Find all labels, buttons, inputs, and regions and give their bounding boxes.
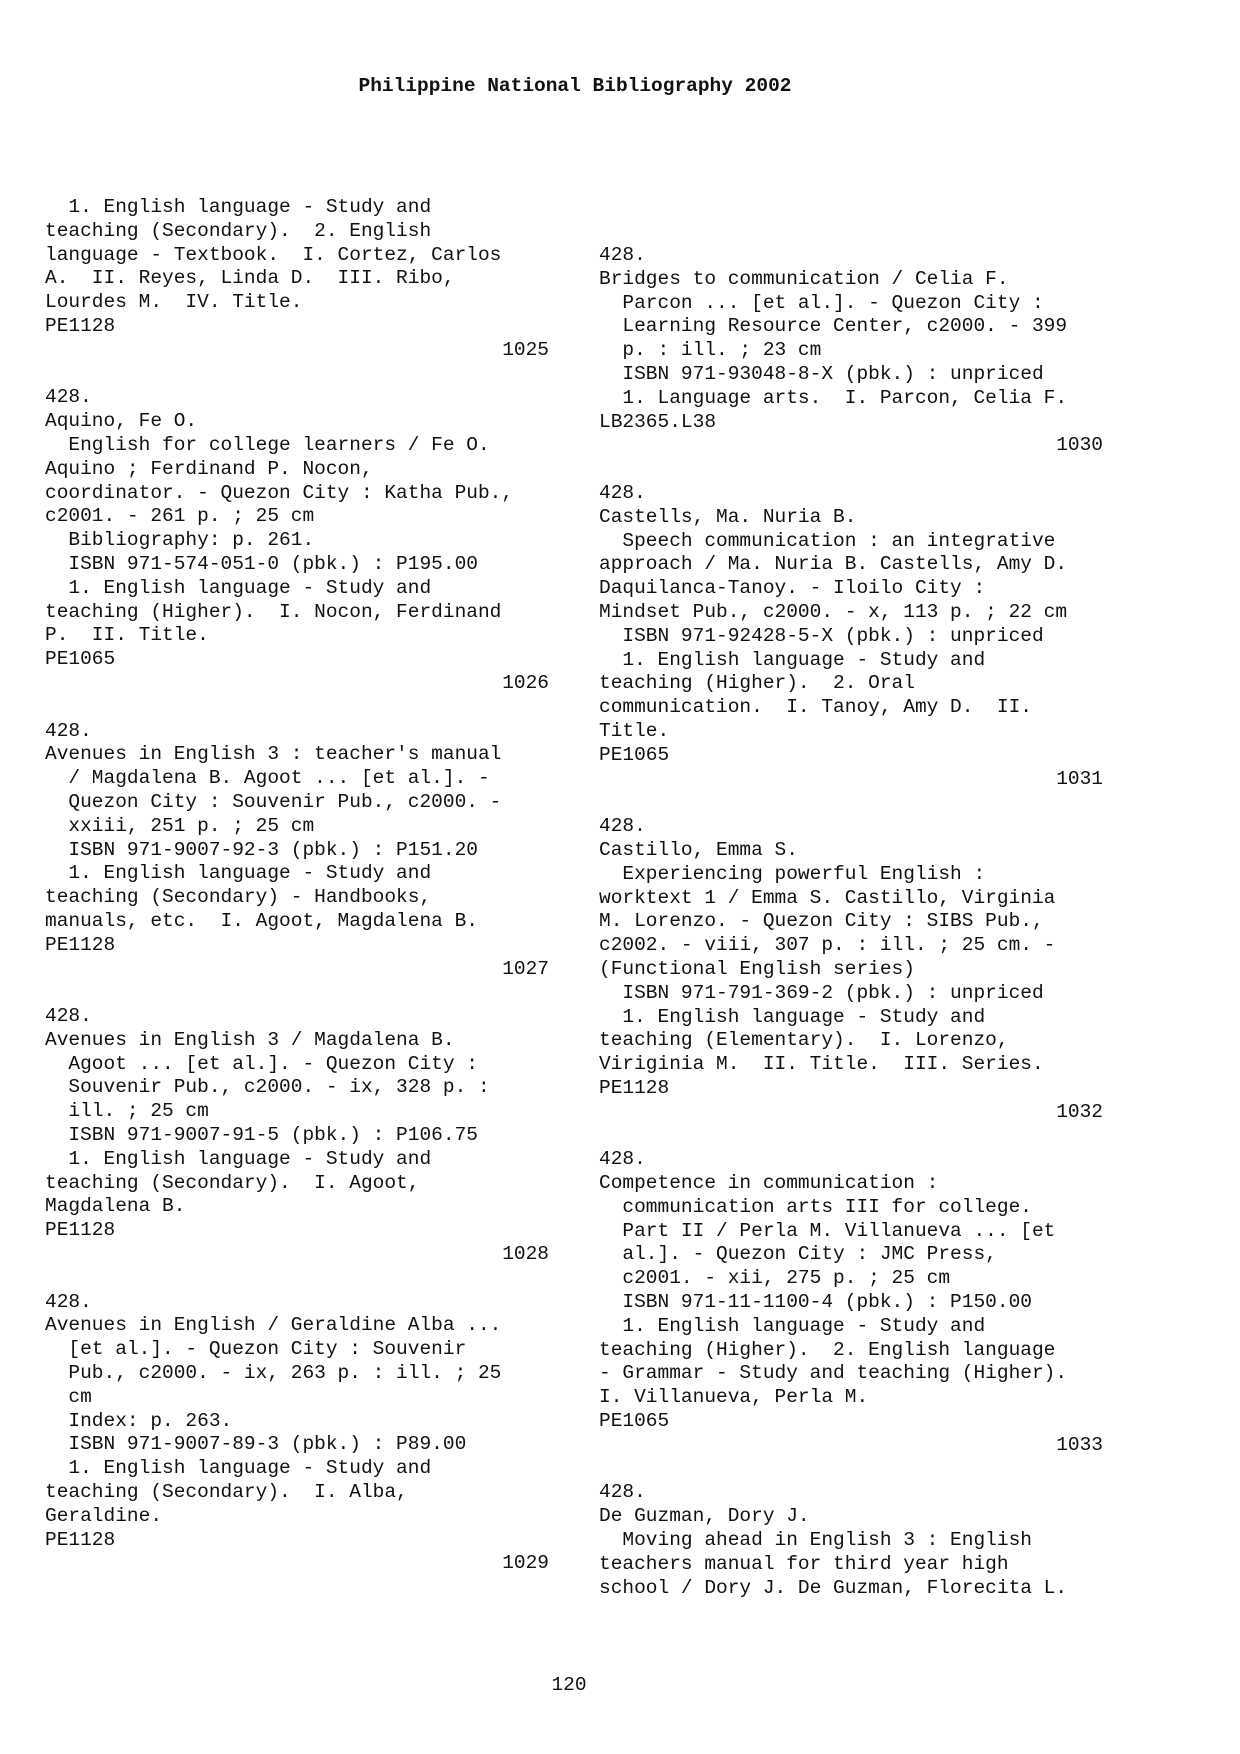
entry-line: approach / Ma. Nuria B. Castells, Amy D. [599, 553, 1068, 576]
entry-number: 1026 [502, 671, 549, 694]
entry-line: (Functional English series) [599, 957, 915, 980]
entry-line: 1. English language - Study and [45, 1457, 432, 1480]
entry-line: worktext 1 / Emma S. Castillo, Virginia [599, 886, 1056, 909]
entry-line: 1. English language - Study and [599, 1314, 986, 1337]
entry-line: Daquilanca-Tanoy. - Iloilo City : [599, 577, 986, 600]
entry-line: Castillo, Emma S. [599, 838, 798, 861]
entry-line: Title. [599, 719, 670, 742]
entry-line: Parcon ... [et al.]. - Quezon City : [599, 291, 1044, 314]
entry-line: Agoot ... [et al.]. - Quezon City : [45, 1052, 478, 1075]
blank-line [45, 363, 555, 387]
blank-line [45, 1267, 555, 1291]
entry-line: English for college learners / Fe O. [45, 433, 490, 456]
entry-line: p. : ill. ; 23 cm [599, 339, 822, 362]
entry-line: 1. English language - Study and [599, 648, 986, 671]
entry-line: teaching (Higher). I. Nocon, Ferdinand [45, 600, 502, 623]
entry-line: xxiii, 251 p. ; 25 cm [45, 814, 315, 837]
entry-line: coordinator. - Quezon City : Katha Pub., [45, 481, 514, 504]
blank-line [599, 791, 1109, 815]
entry-line: language - Textbook. I. Cortez, Carlos [45, 243, 502, 266]
right-column [599, 244, 1109, 1600]
entry-line: Avenues in English / Geraldine Alba ... [45, 1314, 502, 1337]
entry-line: 428. [599, 481, 646, 504]
entry-line: 428. [45, 719, 92, 742]
entry-line: cm [45, 1385, 92, 1408]
entry-line: Castells, Ma. Nuria B. [599, 505, 857, 528]
entry-line: Bridges to communication / Celia F. [599, 267, 1009, 290]
entry-line: P. II. Title. [45, 624, 209, 647]
entry-line: Mindset Pub., c2000. - x, 113 p. ; 22 cm [599, 600, 1068, 623]
entry-number: 1027 [502, 957, 549, 980]
entry-line: teaching (Higher). 2. English language [599, 1338, 1056, 1361]
entry-line: manuals, etc. I. Agoot, Magdalena B. [45, 909, 478, 932]
entry-line: c2001. - 261 p. ; 25 cm [45, 505, 315, 528]
entry-line: 1. English language - Study and [599, 1005, 986, 1028]
blank-line [599, 458, 1109, 482]
entry-line: ISBN 971-791-369-2 (pbk.) : unpriced [599, 981, 1044, 1004]
entry-line: 428. [45, 386, 92, 409]
entry-line: teaching (Higher). 2. Oral [599, 672, 915, 695]
entry-line: ISBN 971-92428-5-X (pbk.) : unpriced [599, 624, 1044, 647]
entry-line: Aquino ; Ferdinand P. Nocon, [45, 457, 373, 480]
entry-line: Aquino, Fe O. [45, 410, 198, 433]
entry-line: Pub., c2000. - ix, 263 p. : ill. ; 25 [45, 1362, 502, 1385]
entry-line: teaching (Secondary). I. Agoot, [45, 1171, 420, 1194]
entry-line: PE1065 [599, 743, 670, 766]
entry-line: 1. English language - Study and [45, 196, 432, 218]
entry-line: 428. [599, 244, 646, 266]
entry-line: PE1128 [45, 1219, 116, 1242]
entry-line: 1. English language - Study and [45, 1147, 432, 1170]
entry-line: M. Lorenzo. - Quezon City : SIBS Pub., [599, 910, 1044, 933]
entry-line: teaching (Secondary). 2. English [45, 219, 432, 242]
entry-line: 428. [45, 1290, 92, 1313]
entry-line: ISBN 971-574-051-0 (pbk.) : P195.00 [45, 552, 478, 575]
entry-line: communication. I. Tanoy, Amy D. II. [599, 696, 1032, 719]
blank-line [599, 1458, 1109, 1482]
entry-line: ISBN 971-9007-92-3 (pbk.) : P151.20 [45, 838, 478, 861]
entry-line: Quezon City : Souvenir Pub., c2000. - [45, 790, 502, 813]
entry-line: Moving ahead in English 3 : English [599, 1529, 1032, 1552]
entry-line: 1. Language arts. I. Parcon, Celia F. [599, 386, 1068, 409]
entry-line: Experiencing powerful English : [599, 862, 986, 885]
entry-line: teaching (Elementary). I. Lorenzo, [599, 1029, 1009, 1052]
left-column [45, 196, 555, 1576]
entry-line: Speech communication : an integrative [599, 529, 1056, 552]
entry-line: A. II. Reyes, Linda D. III. Ribo, [45, 267, 455, 290]
entry-line: al.]. - Quezon City : JMC Press, [599, 1243, 997, 1266]
entry-line: Index: p. 263. [45, 1409, 233, 1432]
entry-line: Magdalena B. [45, 1195, 186, 1218]
entry-line: Avenues in English 3 : teacher's manual [45, 743, 502, 766]
entry-line: Lourdes M. IV. Title. [45, 291, 303, 314]
entry-line: PE1128 [45, 933, 116, 956]
entry-line: 428. [599, 815, 646, 838]
entry-line: school / Dory J. De Guzman, Florecita L. [599, 1576, 1068, 1599]
entry-line: teaching (Secondary) - Handbooks, [45, 886, 432, 909]
entry-line: teaching (Secondary). I. Alba, [45, 1481, 408, 1504]
entry-line: Souvenir Pub., c2000. - ix, 328 p. : [45, 1076, 490, 1099]
entry-line: I. Villanueva, Perla M. [599, 1386, 869, 1409]
entry-line: Learning Resource Center, c2000. - 399 [599, 315, 1068, 338]
entry-line: De Guzman, Dory J. [599, 1505, 810, 1528]
entry-line: 428. [599, 1481, 646, 1504]
entry-line: ISBN 971-9007-91-5 (pbk.) : P106.75 [45, 1124, 478, 1147]
entry-line: PE1128 [45, 314, 116, 337]
entry-line: 1. English language - Study and [45, 862, 432, 885]
entry-number: 1028 [502, 1243, 549, 1266]
entry-line: c2002. - viii, 307 p. : ill. ; 25 cm. - [599, 934, 1056, 957]
entry-number: 1029 [502, 1552, 549, 1575]
entry-number: 1025 [502, 338, 549, 361]
blank-line [45, 981, 555, 1005]
entry-line: 428. [45, 1005, 92, 1028]
entry-line: PE1128 [45, 1528, 116, 1551]
page-title: Philippine National Bibliography 2002 [358, 75, 792, 97]
entry-line: PE1065 [599, 1410, 670, 1433]
entry-line: [et al.]. - Quezon City : Souvenir [45, 1338, 467, 1361]
entry-line: c2001. - xii, 275 p. ; 25 cm [599, 1267, 951, 1290]
entry-number: 1031 [1056, 767, 1103, 790]
entry-line: Bibliography: p. 261. [45, 529, 315, 552]
entry-line: PE1128 [599, 1076, 670, 1099]
entry-number: 1032 [1056, 1100, 1103, 1123]
entry-line: ISBN 971-93048-8-X (pbk.) : unpriced [599, 362, 1044, 385]
entry-line: ISBN 971-9007-89-3 (pbk.) : P89.00 [45, 1433, 467, 1456]
entry-line: - Grammar - Study and teaching (Higher). [599, 1362, 1068, 1385]
entry-number: 1033 [1056, 1433, 1103, 1456]
entry-line: Part II / Perla M. Villanueva ... [et [599, 1219, 1056, 1242]
entry-line: PE1065 [45, 648, 116, 671]
entry-line: teachers manual for third year high [599, 1552, 1009, 1575]
entry-line: ill. ; 25 cm [45, 1100, 209, 1123]
entry-line: communication arts III for college. [599, 1195, 1032, 1218]
blank-line [599, 1124, 1109, 1148]
entry-line: Geraldine. [45, 1504, 163, 1527]
entry-line: 1. English language - Study and [45, 576, 432, 599]
entry-line: ISBN 971-11-1100-4 (pbk.) : P150.00 [599, 1291, 1032, 1314]
entry-number: 1030 [1056, 434, 1103, 457]
page-number: 120 [551, 1674, 587, 1696]
entry-line: / Magdalena B. Agoot ... [et al.]. - [45, 767, 490, 790]
entry-line: Competence in communication : [599, 1172, 939, 1195]
blank-line [45, 696, 555, 720]
entry-line: Viriginia M. II. Title. III. Series. [599, 1053, 1044, 1076]
entry-line: Avenues in English 3 / Magdalena B. [45, 1028, 455, 1051]
entry-line: 428. [599, 1148, 646, 1171]
entry-line: LB2365.L38 [599, 410, 717, 433]
